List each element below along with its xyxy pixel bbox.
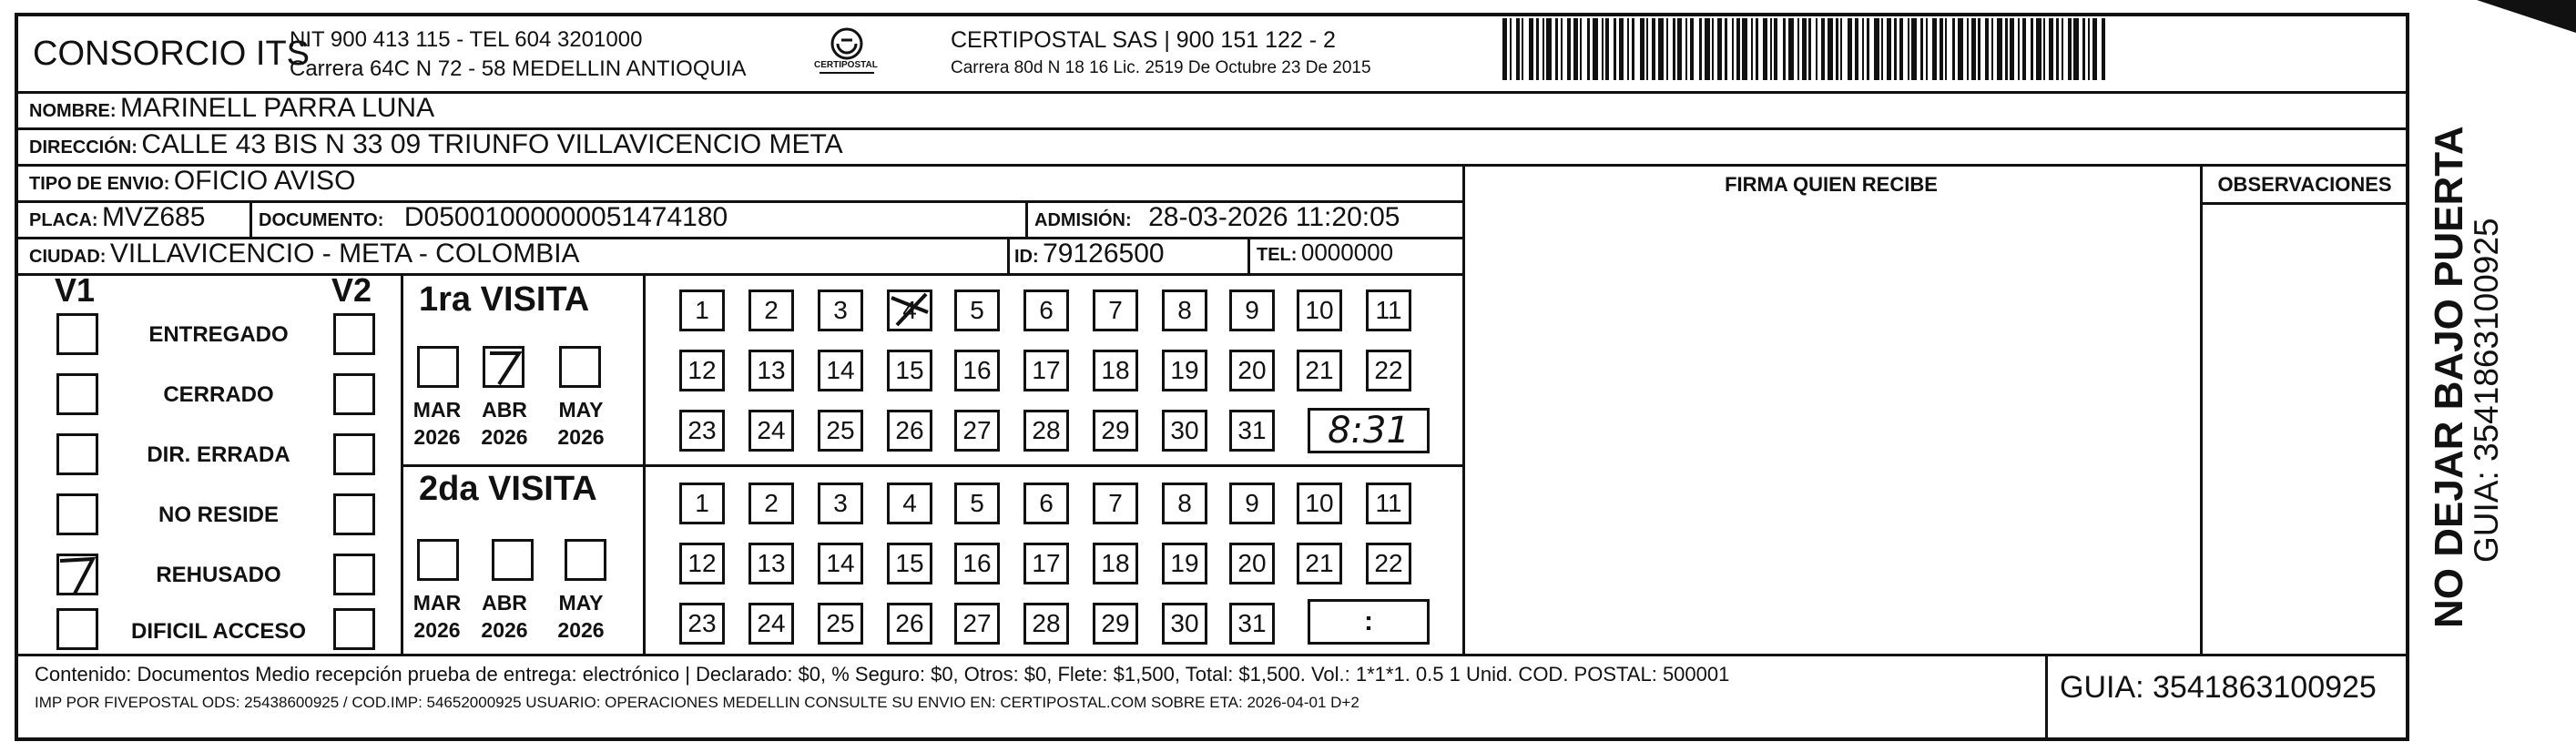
second-visit-day-5[interactable] [954,483,1000,524]
first-visit-day-12[interactable] [679,350,725,391]
footer-guia: GUIA: 3541863100925 [2060,670,2377,705]
footer-imp: IMP POR FIVEPOSTAL ODS: 25438600925 / COD.IMP: 54652000925 USUARIO: OPERACIONES MEDELLIN CONSULTE SU ENVIO EN: CERTIPOSTAL.COM SOBRE ETA: 2026-04-01 D+2 [35,694,1359,711]
first-visit-day-label: 22 [1374,356,1403,384]
first-visit-day-label: 7 [1108,296,1123,324]
first-visit-day-label: 8 [1177,296,1192,324]
second-visit-day-15[interactable] [887,543,932,584]
admision-label: ADMISIÓN: [1034,210,1132,230]
first-visit-day-18[interactable] [1093,350,1138,391]
second-visit-time: : [1364,606,1373,636]
status-rehusado: REHUSADO [156,563,281,587]
first-visit-day-3[interactable] [818,290,863,331]
second-visit-day-label: 5 [970,489,984,517]
first-visit-day-19[interactable] [1162,350,1207,391]
status-entregado: ENTREGADO [148,322,289,347]
first-visit-day-25[interactable] [818,410,863,452]
observaciones-header: OBSERVACIONES [2217,173,2392,196]
first-visit-day-label: 20 [1237,356,1267,384]
first-visit-day-22[interactable] [1366,350,1411,391]
second-visit-day-label: 14 [826,549,855,577]
nombre-row [29,93,434,124]
first-visit-month-may: MAY [558,398,604,422]
second-visit-day-1[interactable] [679,483,725,524]
first-visit-day-29[interactable] [1093,410,1138,452]
first-visit-time-box[interactable] [1308,408,1430,453]
company-address: Carrera 64C N 72 - 58 MEDELLIN ANTIOQUIA [290,56,747,81]
first-visit-day-15[interactable] [887,350,932,391]
side-guia: GUIA: 3541863100925 [2468,218,2505,563]
second-visit-day-23[interactable] [679,603,725,645]
first-visit-day-9[interactable] [1229,290,1275,331]
second-visit-day-label: 9 [1245,489,1259,517]
second-visit-title: 2da VISITA [419,470,597,508]
id-label: ID: [1014,247,1039,267]
second-visit-day-13[interactable] [748,543,794,584]
second-visit-day-3[interactable] [818,483,863,524]
tel-cell [1257,239,1393,267]
first-visit-day-label: 11 [1375,296,1402,324]
second-visit-day-7[interactable] [1093,483,1138,524]
second-visit-day-2[interactable] [748,483,794,524]
tipo-row [29,166,355,197]
second-visit-time-box[interactable] [1308,599,1430,645]
second-visit-day-label: 21 [1305,549,1334,577]
second-visit-day-21[interactable] [1297,543,1342,584]
first-visit-day-26[interactable] [887,410,932,452]
second-visit-mar-box[interactable] [417,539,459,581]
first-visit-day-label: 10 [1305,296,1334,324]
second-visit-day-8[interactable] [1162,483,1207,524]
status-cerrado: CERRADO [163,382,274,407]
second-visit-day-26[interactable] [887,603,932,645]
ciudad-cell [29,239,580,269]
first-visit-day-6[interactable] [1023,290,1069,331]
first-visit-day-label: 14 [826,356,855,384]
first-visit-day-label: 26 [895,416,924,444]
v2-rehusado-checkbox[interactable] [333,554,375,595]
second-visit-day-24[interactable] [748,603,794,645]
second-visit-day-31[interactable] [1229,603,1275,645]
first-visit-day-label: 1 [695,296,709,324]
placa-label: PLACA: [29,210,98,230]
nombre-value: MARINELL PARRA LUNA [120,93,435,123]
first-visit-year-may: 2026 [557,425,605,449]
v1-cerrado-checkbox[interactable] [56,373,98,415]
second-visit-day-label: 26 [895,609,924,637]
second-visit-day-17[interactable] [1023,543,1069,584]
second-visit-day-label: 13 [757,549,786,577]
first-visit-year-mar: 2026 [413,425,461,449]
second-visit-day-29[interactable] [1093,603,1138,645]
status-dificil-acceso: DIFICIL ACCESO [130,619,306,644]
second-visit-day-14[interactable] [818,543,863,584]
admision-cell [1034,202,1400,233]
second-visit-day-30[interactable] [1162,603,1207,645]
second-visit-day-label: 3 [833,489,848,517]
v1-dificil-acceso-checkbox[interactable] [56,608,98,650]
first-visit-day-label: 6 [1039,296,1054,324]
first-visit-day-7[interactable] [1093,290,1138,331]
id-cell [1014,239,1165,269]
first-visit-day-2[interactable] [748,290,794,331]
first-visit-day-14[interactable] [818,350,863,391]
documento-label: DOCUMENTO: [259,210,384,230]
first-visit-day-label: 13 [757,356,786,384]
second-visit-day-20[interactable] [1229,543,1275,584]
first-visit-day-24[interactable] [748,410,794,452]
placa-cell [29,202,205,233]
first-visit-day-label: 31 [1237,416,1267,444]
direccion-label: DIRECCIÓN: [29,137,137,158]
v2-dir-errada-checkbox[interactable] [333,433,375,475]
second-visit-day-10[interactable] [1297,483,1342,524]
provider-address: Carrera 80d N 18 16 Lic. 2519 De Octubre 23 De 2015 [951,58,1371,77]
provider-name: CERTIPOSTAL SAS | 900 151 122 - 2 [951,27,1336,53]
first-visit-day-label: 19 [1170,356,1199,384]
v2-no-reside-checkbox[interactable] [333,493,375,535]
documento-value: D05001000000051474180 [403,202,728,232]
first-visit-day-label: 5 [970,296,984,324]
second-visit-day-label: 12 [687,549,717,577]
first-visit-may-box[interactable] [559,346,601,388]
first-visit-day-label: 4 [902,296,917,324]
barcode [1502,18,2231,80]
second-visit-day-19[interactable] [1162,543,1207,584]
documento-cell [259,202,728,233]
second-visit-day-12[interactable] [679,543,725,584]
first-visit-day-30[interactable] [1162,410,1207,452]
first-visit-day-17[interactable] [1023,350,1069,391]
first-visit-day-label: 18 [1101,356,1130,384]
second-visit-day-label: 2 [764,489,779,517]
first-visit-day-28[interactable] [1023,410,1069,452]
v1-label: V1 [55,271,96,309]
v1-dir-errada-checkbox[interactable] [56,433,98,475]
second-visit-day-label: 19 [1170,549,1199,577]
second-visit-day-6[interactable] [1023,483,1069,524]
first-visit-day-16[interactable] [954,350,1000,391]
tel-label: TEL: [1257,245,1298,265]
first-visit-day-label: 3 [833,296,848,324]
second-visit-day-label: 27 [962,609,992,637]
second-visit-day-label: 4 [902,489,917,517]
v2-dificil-acceso-checkbox[interactable] [333,608,375,650]
first-visit-day-20[interactable] [1229,350,1275,391]
first-visit-day-label: 28 [1032,416,1061,444]
first-visit-day-label: 27 [962,416,992,444]
second-visit-day-label: 15 [895,549,924,577]
tel-value: 0000000 [1300,239,1394,266]
placa-value: MVZ685 [102,202,206,232]
tipo-value: OFICIO AVISO [173,166,356,196]
second-visit-year-may: 2026 [557,618,605,642]
second-visit-day-label: 7 [1108,489,1123,517]
admision-value: 28-03-2026 11:20:05 [1148,202,1400,232]
second-visit-day-label: 17 [1032,549,1061,577]
v1-no-reside-checkbox[interactable] [56,493,98,535]
v2-label: V2 [331,271,372,309]
second-visit-day-label: 8 [1177,489,1192,517]
first-visit-day-4[interactable] [887,290,932,331]
first-visit-day-label: 2 [764,296,779,324]
second-visit-day-label: 29 [1101,609,1130,637]
direccion-row [29,129,843,160]
first-visit-day-label: 9 [1245,296,1259,324]
first-visit-mar-box[interactable] [417,346,459,388]
logo-text: CERTIPOSTAL [814,60,878,70]
second-visit-month-mar: MAR [412,591,462,615]
v2-cerrado-checkbox[interactable] [333,373,375,415]
first-visit-day-27[interactable] [954,410,1000,452]
second-visit-day-9[interactable] [1229,483,1275,524]
first-visit-day-label: 12 [687,356,717,384]
second-visit-day-22[interactable] [1366,543,1411,584]
first-visit-day-label: 30 [1170,416,1199,444]
corner-fold [2477,0,2576,36]
ciudad-value: VILLAVICENCIO - META - COLOMBIA [109,239,580,269]
second-visit-month-abr: ABR [482,591,527,615]
first-visit-day-5[interactable] [954,290,1000,331]
second-visit-year-mar: 2026 [413,618,461,642]
second-visit-day-label: 16 [962,549,992,577]
first-visit-day-8[interactable] [1162,290,1207,331]
first-visit-day-label: 21 [1305,356,1334,384]
second-visit-day-label: 30 [1170,609,1199,637]
first-visit-day-23[interactable] [679,410,725,452]
first-visit-year-abr: 2026 [481,425,528,449]
first-visit-abr-box[interactable] [483,346,524,388]
second-visit-day-label: 11 [1375,489,1402,517]
handwritten-check-icon [56,554,98,595]
second-visit-day-label: 25 [826,609,855,637]
second-visit-day-label: 22 [1374,549,1403,577]
certipostal-logo [810,25,883,76]
first-visit-day-label: 25 [826,416,855,444]
second-visit-day-label: 31 [1237,609,1267,637]
side-warning: NO DEJAR BAJO PUERTA [2427,126,2471,628]
first-visit-month-mar: MAR [412,398,462,422]
first-visit-time: 8:31 [1328,410,1410,452]
footer-contenido: Contenido: Documentos Medio recepción prueba de entrega: electrónico | Declarado: $0, % Seguro: $0, Otros: $0, Flete: $1,500, Total: $1,500. Vol.: 1*1*1. 0.5 1 Unid. COD. POSTAL: 500001 [35,663,1730,686]
first-visit-day-13[interactable] [748,350,794,391]
second-visit-day-25[interactable] [818,603,863,645]
second-visit-day-label: 28 [1032,609,1061,637]
second-visit-day-4[interactable] [887,483,932,524]
direccion-value: CALLE 43 BIS N 33 09 TRIUNFO VILLAVICENCIO META [141,129,843,159]
first-visit-day-31[interactable] [1229,410,1275,452]
ciudad-label: CIUDAD: [29,247,107,267]
first-visit-day-label: 24 [757,416,786,444]
second-visit-year-abr: 2026 [481,618,528,642]
firma-area[interactable] [1466,202,2198,652]
second-visit-day-label: 24 [757,609,786,637]
first-visit-title: 1ra VISITA [419,280,590,319]
first-visit-day-label: 29 [1101,416,1130,444]
second-visit-day-label: 20 [1237,549,1267,577]
status-dir-errada: DIR. ERRADA [147,442,290,467]
company-nit: NIT 900 413 115 - TEL 604 3201000 [290,27,643,52]
second-visit-day-label: 10 [1305,489,1334,517]
second-visit-day-28[interactable] [1023,603,1069,645]
v2-entregado-checkbox[interactable] [333,313,375,355]
second-visit-day-11[interactable] [1366,483,1411,524]
nombre-label: NOMBRE: [29,101,117,121]
company-name: CONSORCIO ITS [33,35,311,73]
observaciones-area[interactable] [2204,206,2408,652]
firma-header: FIRMA QUIEN RECIBE [1725,173,1938,196]
first-visit-day-11[interactable] [1366,290,1411,331]
v1-rehusado-checkbox[interactable] [56,554,98,595]
second-visit-abr-box[interactable] [492,539,534,581]
second-visit-day-label: 18 [1101,549,1130,577]
first-visit-month-abr: ABR [482,398,527,422]
first-visit-day-10[interactable] [1297,290,1342,331]
first-visit-day-label: 16 [962,356,992,384]
handwritten-mark-icon [483,346,524,388]
first-visit-day-1[interactable] [679,290,725,331]
second-visit-day-18[interactable] [1093,543,1138,584]
first-visit-day-label: 17 [1032,356,1061,384]
first-visit-day-label: 15 [895,356,924,384]
first-visit-day-label: 23 [687,416,717,444]
second-visit-may-box[interactable] [565,539,606,581]
id-value: 79126500 [1043,239,1165,269]
first-visit-day-21[interactable] [1297,350,1342,391]
handwritten-x-icon [884,289,935,334]
status-no-reside: NO RESIDE [158,503,280,527]
v1-entregado-checkbox[interactable] [56,313,98,355]
second-visit-day-label: 6 [1039,489,1054,517]
second-visit-day-label: 1 [695,489,709,517]
second-visit-day-27[interactable] [954,603,1000,645]
second-visit-day-16[interactable] [954,543,1000,584]
second-visit-month-may: MAY [558,591,604,615]
tipo-label: TIPO DE ENVIO: [29,174,170,194]
second-visit-day-label: 23 [687,609,717,637]
